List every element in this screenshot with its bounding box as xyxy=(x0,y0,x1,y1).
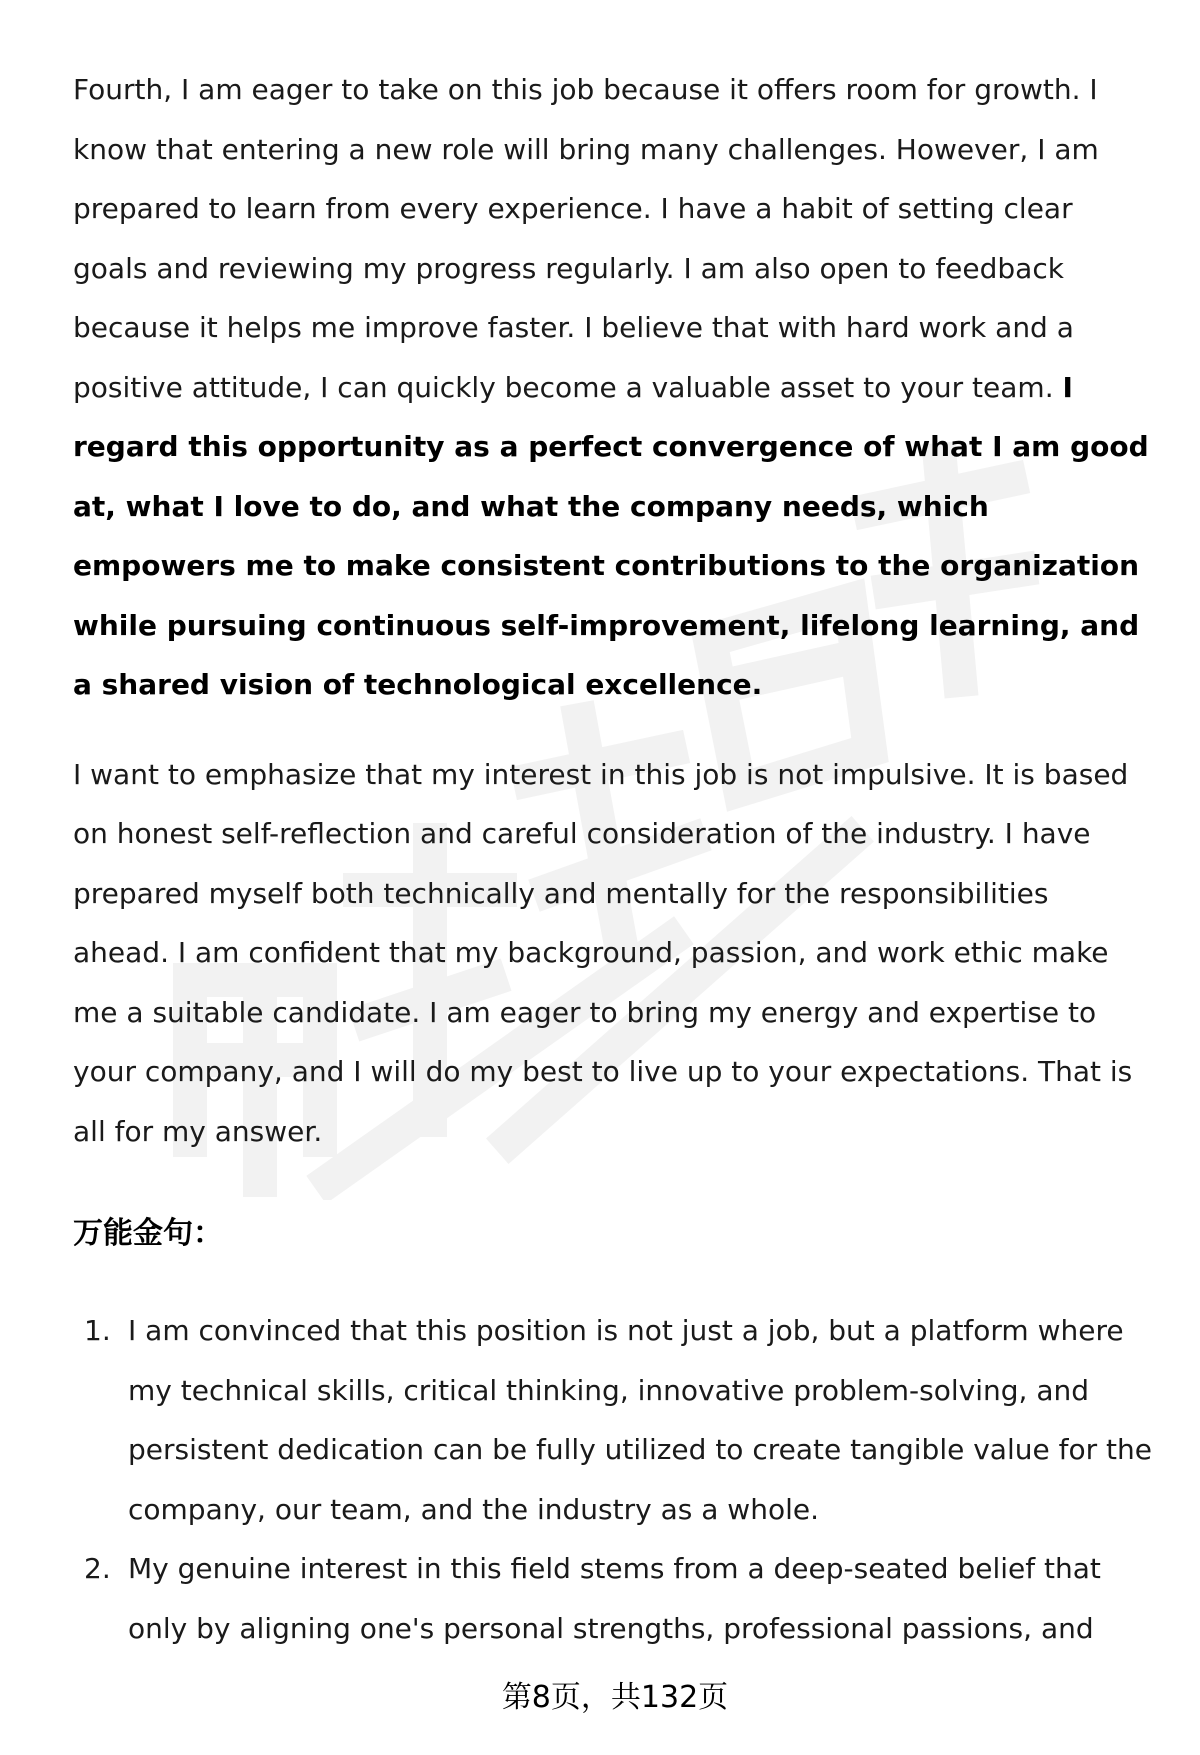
paragraph-conclusion xyxy=(73,745,1153,1162)
list-item-text: My genuine interest in this field stems from a deep-seated belief that only by aligning one's personal strengths, professional passions, and xyxy=(128,1552,1101,1645)
paragraph-growth xyxy=(73,60,1153,715)
document-page xyxy=(73,60,1153,1658)
page-number-footer: 第8页，共132页 xyxy=(501,1680,729,1715)
paragraph-growth-text: Fourth, I am eager to take on this job because it offers room for growth. I know that entering a new role will bring many challenges. However, I am prepared to learn from every experience. I have a habit of setting clear goals and reviewing my progress regularly. I am also open to feedback because it helps me improve faster. I believe that with hard work and a positive attitude, I can quickly become a valuable asset to your team. xyxy=(73,73,1099,404)
list-item-number: 1. xyxy=(84,1314,111,1347)
golden-sentences-list xyxy=(73,1301,1153,1658)
list-item-number: 2. xyxy=(84,1552,111,1585)
section-heading: 万能金句： xyxy=(73,1216,223,1251)
paragraph-growth-bold: I regard this opportunity as a perfect convergence of what I am good at, what I love to do, and what the company needs, which empowers me to make consistent contributions to the organization while pursuing continuous self-improvement, lifelong learning, and a shared vision of technological excellence. xyxy=(73,370,1149,701)
list-item xyxy=(73,1539,1153,1658)
paragraph-conclusion-text: I want to emphasize that my interest in this job is not impulsive. It is based on honest self-reflection and careful consideration of the industry. I have prepared myself both technically and mentally for the responsibilities ahead. I am confident that my background, passion, and work ethic make me a suitable candidate. I am eager to bring my energy and expertise to your company, and I will do my best to live up to your expectations. That is all for my answer. xyxy=(73,757,1133,1148)
list-item-text: I am convinced that this position is not just a job, but a platform where my technical skills, critical thinking, innovative problem-solving, and persistent dedication can be fully utilized to create tangible value for the company, our team, and the industry as a whole. xyxy=(128,1314,1152,1526)
list-item xyxy=(73,1301,1153,1539)
